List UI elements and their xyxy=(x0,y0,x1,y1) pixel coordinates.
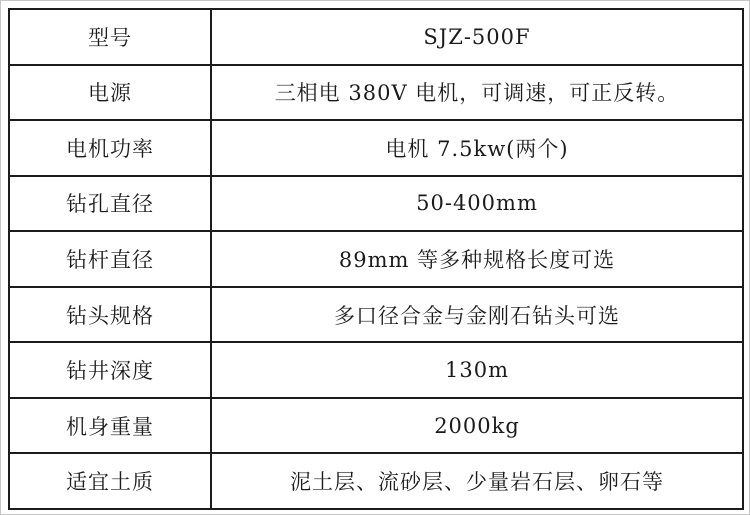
spec-value-body-weight: 2000kg xyxy=(211,398,743,454)
spec-label-rod-diameter: 钻杆直径 xyxy=(9,231,211,287)
spec-value-bit-spec: 多口径合金与金刚石钻头可选 xyxy=(211,287,743,343)
table-row xyxy=(9,287,743,343)
spec-value-hole-diameter: 50-400mm xyxy=(211,176,743,232)
spec-label-body-weight: 机身重量 xyxy=(9,398,211,454)
spec-label-motor-power: 电机功率 xyxy=(9,120,211,176)
table-row xyxy=(9,453,743,509)
spec-value-suitable-soil: 泥土层、流砂层、少量岩石层、卵石等 xyxy=(211,453,743,509)
spec-label-hole-diameter: 钻孔直径 xyxy=(9,176,211,232)
table-row xyxy=(9,9,743,65)
spec-value-drill-depth: 130m xyxy=(211,342,743,398)
table-row xyxy=(9,120,743,176)
spec-label-suitable-soil: 适宜土质 xyxy=(9,453,211,509)
spec-label-drill-depth: 钻井深度 xyxy=(9,342,211,398)
table-row xyxy=(9,398,743,454)
spec-label-model: 型号 xyxy=(9,9,211,65)
table-row xyxy=(9,231,743,287)
table-row xyxy=(9,176,743,232)
spec-value-rod-diameter: 89mm 等多种规格长度可选 xyxy=(211,231,743,287)
spec-value-power-source: 三相电 380V 电机，可调速，可正反转。 xyxy=(211,65,743,121)
table-row xyxy=(9,342,743,398)
table-row xyxy=(9,65,743,121)
spec-value-motor-power: 电机 7.5kw(两个) xyxy=(211,120,743,176)
spec-table xyxy=(8,8,744,510)
spec-value-model: SJZ-500F xyxy=(211,9,743,65)
spec-label-bit-spec: 钻头规格 xyxy=(9,287,211,343)
spec-label-power-source: 电源 xyxy=(9,65,211,121)
